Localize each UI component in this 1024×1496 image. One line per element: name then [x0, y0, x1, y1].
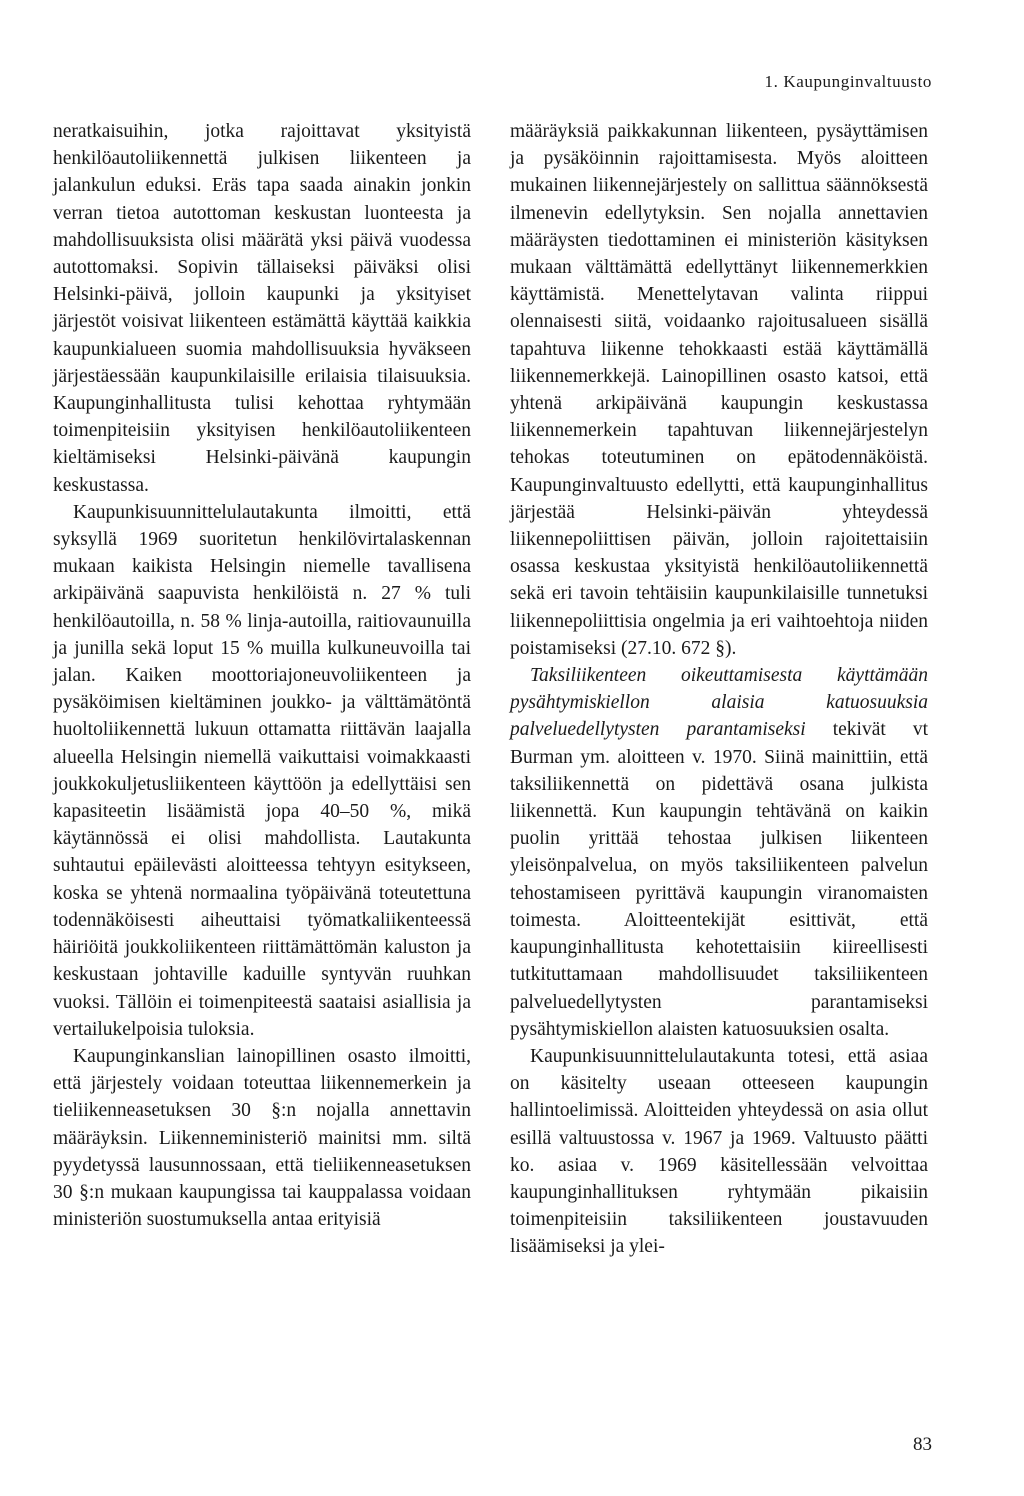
running-header: 1. Kaupunginvaltuusto [764, 72, 932, 91]
paragraph [510, 662, 928, 1043]
italic-topic-heading: Taksiliikenteen oikeuttamisesta käyttämään pysähtymiskiellon alaisia katuosuuksia palveluedellytysten parantamiseksi [510, 665, 928, 741]
paragraph: Kaupunginkanslian lainopillinen osasto ilmoitti, että järjestely voidaan toteuttaa liikennemerkein ja tieliikenneasetuksen 30 §:n nojalla annettavin määräyksin. Liikenneministeriö mainitsi mm. siltä pyydetyssä lausunnossaan, että tieliikenneasetuksen 30 §:n mukaan kaupungissa tai kauppalassa voidaan ministeriön suostumuksella antaa erityisiä [53, 1045, 471, 1231]
paragraph-text: tekivät vt Burman ym. aloitteen v. 1970. Siinä mainittiin, että taksiliikennettä on pidettävä osana julkista liikennettä. Kun kaupungin tehtävänä on kaikin puolin yrittää tehostaa julkisen liikenteen yleisönpalvelua, on myös taksiliikenteen palvelun tehostamiseen pyrittävä kaupungin viranomaisten toimesta. Aloitteentekijät esittivät, että kaupunginhallitusta kehotettaisiin kiireellisesti tutkituttamaan mahdollisuudet taksiliikenteen palveluedellytysten parantamiseksi pysähtymiskiellon alaisten katuosuuksien osalta. [510, 719, 929, 1040]
paragraph: neratkaisuihin, jotka rajoittavat yksityistä henkilöautoliikennettä julkisen liikenteen ja jalankulun eduksi. Eräs tapa saada ainakin jonkin verran tietoa autottoman keskustan luonteesta ja mahdollisuuksista olisi määrätä yksi päivä vuodessa autottomaksi. Sopivin tällaiseksi päiväksi olisi Helsinki-päivä, jolloin kaupunki ja yksityiset järjestöt voisivat liikenteen estämättä käyttää kaikkia kaupunkialueen suomia mahdollisuuksia hyväkseen järjestäessään kaupunkilaisille erilaisia tilaisuuksia. Kaupunginhallitusta tulisi kehottaa ryhtymään toimenpiteisiin yksityisen henkilöautoliikenteen kieltämiseksi Helsinki-päivänä kaupungin keskustassa. [53, 121, 471, 496]
page-number: 83 [913, 1434, 932, 1455]
left-column [53, 118, 471, 1233]
right-column [510, 118, 928, 1261]
paragraph: Kaupunkisuunnittelulautakunta totesi, että asiaa on käsitelty useaan otteeseen kaupungin hallintoelimissä. Aloitteiden yhteydessä on asia ollut esillä valtuustossa v. 1967 ja 1969. Valtuusto päätti ko. asiaa v. 1969 käsitellessään velvoittaa kaupunginhallituksen ryhtymään pikaisiin toimenpiteisiin taksiliikenteen joustavuuden lisäämiseksi ja ylei- [510, 1045, 928, 1258]
paragraph: määräyksiä paikkakunnan liikenteen, pysäyttämisen ja pysäköinnin rajoittamisesta. Myös aloitteen mukainen liikennejärjestely on sallittua säännöksestä ilmenevin edellytyksin. Sen nojalla annettavien määräysten tiedottaminen ei ministeriön käsityksen mukaan välttämättä edellyttänyt liikennemerkkien käyttämistä. Menettelytavan valinta riippui olennaisesti siitä, voidaanko rajoitusalueen sisällä tapahtuva liikenne tehokkaasti estää käyttämällä liikennemerkkejä. Lainopillinen osasto katsoi, että yhtenä arkipäivänä kaupungin keskustassa liikennemerkein tapahtuvan liikennejärjestelyn tehokas toteutuminen on epätodennäköistä. Kaupunginvaltuusto edellytti, että kaupunginhallitus järjestää Helsinki-päivän yhteydessä liikennepoliittisen päivän, jolloin rajoitettaisiin osassa keskustaa yksityistä henkilöautoliikennettä sekä eri tavoin tehtäisiin kaupunkilaisille tunnetuksi liikennepoliittisia ongelmia ja eri vaihtoehtoja niiden poistamiseksi (27.10. 672 §). [510, 121, 928, 659]
paragraph: Kaupunkisuunnittelulautakunta ilmoitti, että syksyllä 1969 suoritetun henkilövirtalaskennan mukaan kaikista Helsingin niemelle tavallisena arkipäivänä saapuvista henkilöistä n. 27 % tuli henkilöautoilla, n. 58 % linja-autoilla, raitiovaunuilla ja junilla sekä loput 15 % muilla kulkuneuvoilla tai jalan. Kaiken moottoriajoneuvoliikenteen ja pysäköimisen kieltäminen joukko- ja välttämätöntä huoltoliikennettä lukuun ottamatta riittävän laajalla alueella Helsingin niemellä vaikuttaisi voimakkaasti joukkokuljetusliikenteen käyttöön ja edellyttäisi sen kapasiteetin lisäämistä jopa 40–50 %, mikä käytännössä ei olisi mahdollista. Lautakunta suhtautui epäilevästi aloitteessa tehtyyn esitykseen, koska se yhtenä normaalina työpäivänä toteutettuna todennäköisesti aiheuttaisi työmatkaliikenteessä häiriöitä joukkoliikenteen riittämättömän kaluston ja keskustaan johtaville kaduille syntyvän ruuhkan vuoksi. Tällöin ei toimenpiteestä saataisi asiallisia ja vertailukelpoisia tuloksia. [53, 501, 471, 1040]
